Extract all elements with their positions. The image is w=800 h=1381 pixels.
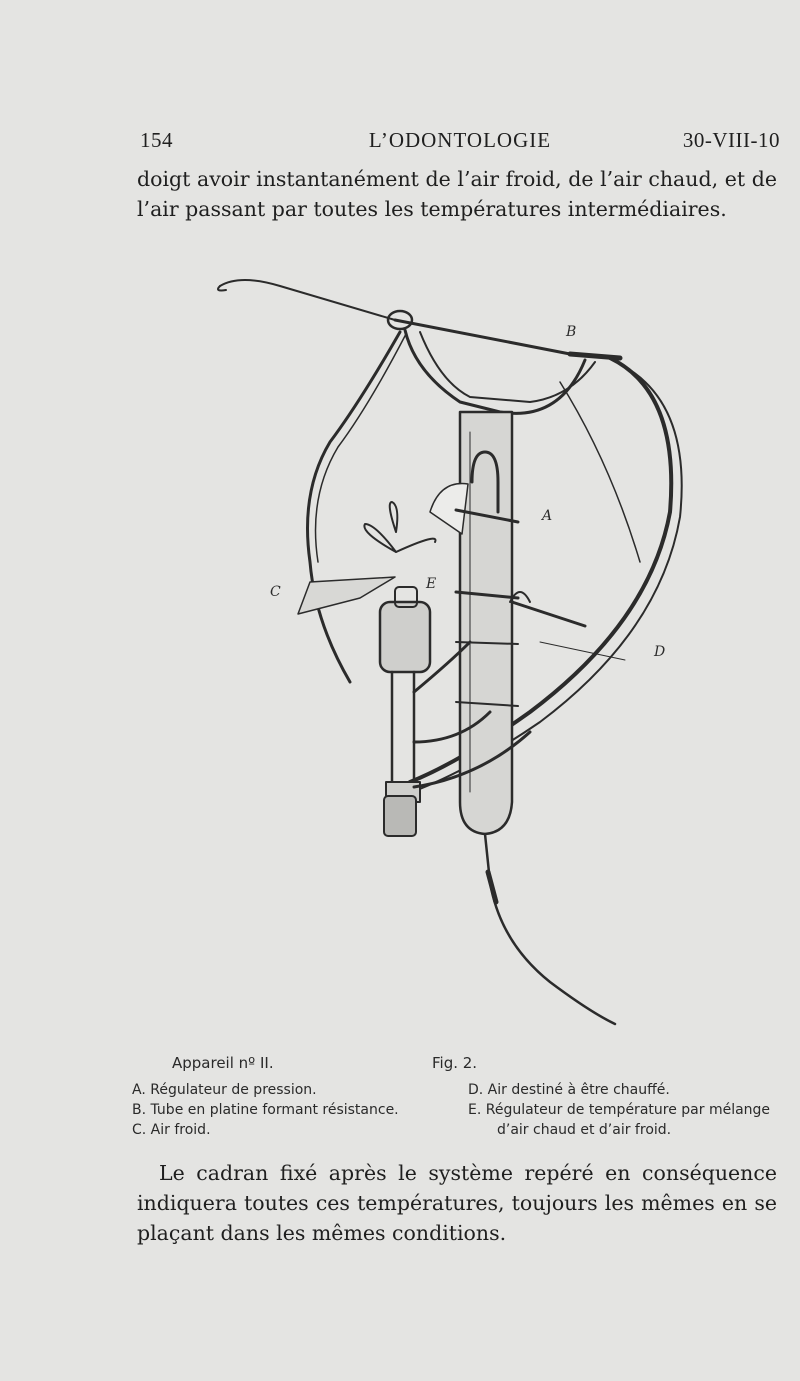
legend-item: D. Air destiné à être chauffé.: [468, 1082, 670, 1098]
legend-right: [468, 1080, 788, 1140]
paragraph-intro: doigt avoir instantanément de l’air froid, de l’air chaud, et de l’air passant par toutes les températures intermédiaires.: [137, 167, 777, 221]
yoke: [405, 330, 585, 413]
figure-caption: [0, 1054, 800, 1078]
dial: [430, 484, 468, 534]
page-number: 154: [140, 128, 173, 152]
issue-date: 30-VIII-10: [682, 128, 780, 152]
label-d: D: [654, 644, 666, 660]
label-c: C: [270, 584, 281, 600]
apparatus-illustration: [200, 262, 666, 1042]
paragraph-conclusion: Le cadran fixé après le système repéré en conséquence indiquera toutes ces températures, toujours les mêmes en se plaçant dans les mêmes conditions.: [137, 1161, 777, 1245]
pressure-regulator: [380, 602, 430, 672]
hose: [485, 834, 615, 1024]
running-head: [140, 128, 780, 158]
label-e: E: [426, 576, 437, 592]
legend-item: A. Régulateur de pression.: [132, 1082, 317, 1098]
legend-item: E. Régulateur de température par mélange d’air chaud et d’air froid.: [468, 1102, 771, 1138]
label-a: A: [542, 508, 553, 524]
label-b: B: [566, 324, 577, 340]
apparatus-caption: Appareil nº II.: [172, 1054, 274, 1072]
legend-item: B. Tube en platine formant résistance.: [132, 1102, 399, 1118]
needle: [220, 280, 395, 320]
right-tube: [410, 358, 671, 782]
figure-number: Fig. 2.: [432, 1054, 478, 1072]
legend-item: C. Air froid.: [132, 1122, 211, 1138]
legend-left: [132, 1080, 452, 1140]
journal-title: L’ODONTOLOGIE: [368, 128, 552, 152]
